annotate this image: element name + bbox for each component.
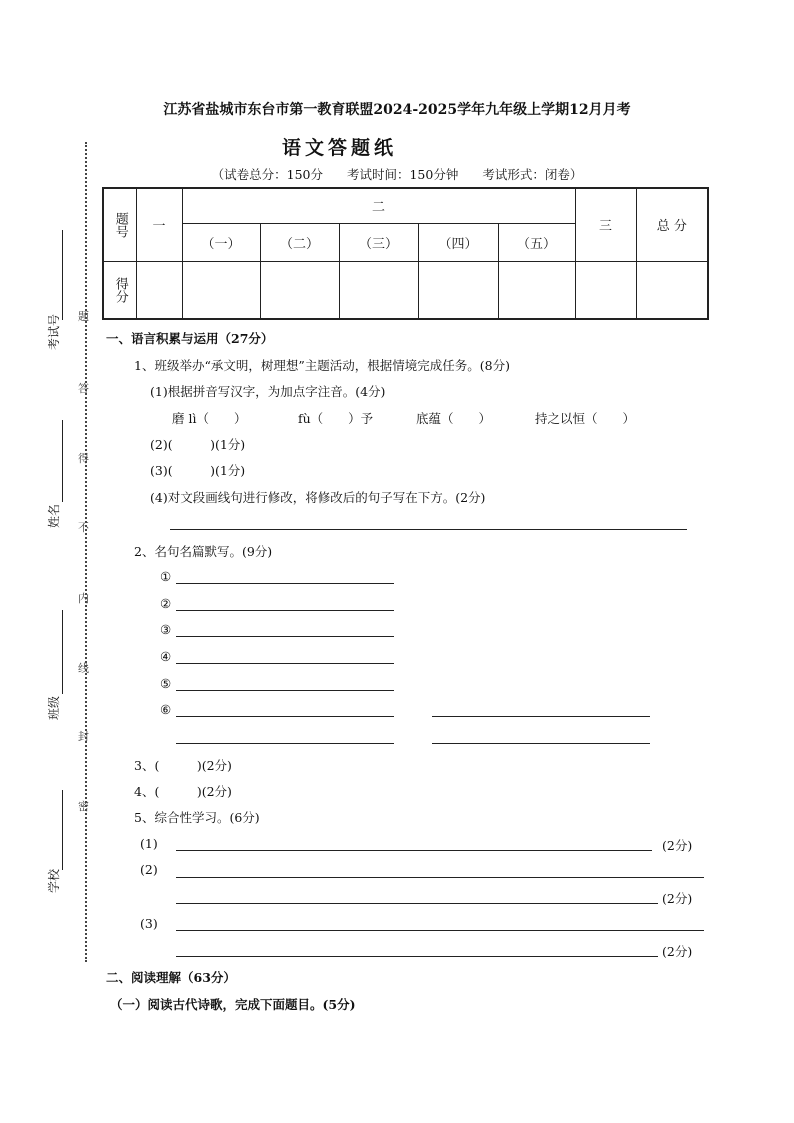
recite-num-5: ⑤ (160, 676, 172, 691)
col-part-2: 二 (182, 188, 575, 223)
q5-label-2: (2) (140, 862, 158, 877)
recite-num-4: ④ (160, 649, 172, 664)
binding-char: 密 (78, 800, 89, 813)
recite-line-6d[interactable] (432, 743, 650, 744)
sub-col-2: （二） (260, 223, 339, 261)
score-cell-2-5[interactable] (498, 261, 575, 319)
recite-num-2: ② (160, 596, 172, 611)
col-total: 总 分 (636, 188, 708, 261)
answer-line-1-4[interactable] (170, 529, 687, 530)
total-score-info: （试卷总分：150分 (211, 167, 323, 182)
binding-char: 线 (78, 662, 89, 675)
recite-line-6a[interactable] (176, 716, 394, 717)
question-number-label: 题号 (103, 188, 136, 261)
q5-line-2a[interactable] (176, 877, 704, 878)
q5-score-1: (2分) (662, 838, 693, 853)
score-cell-total[interactable] (636, 261, 708, 319)
col-part-3: 三 (575, 188, 636, 261)
q5-line-1[interactable] (176, 850, 652, 851)
exam-number-line[interactable] (62, 230, 63, 320)
question-1-4: (4)对文段画线句进行修改，将修改后的句子写在下方。(2分) (150, 490, 486, 505)
class-label: 班级 (47, 695, 61, 720)
recite-line-6c[interactable] (176, 743, 394, 744)
question-3[interactable]: 3、( )(2分) (134, 758, 232, 773)
sub-col-4: （四） (418, 223, 498, 261)
q5-line-3b[interactable] (176, 956, 658, 957)
binding-char: 得 (78, 452, 89, 465)
sub-col-3: （三） (339, 223, 418, 261)
recite-num-1: ① (160, 569, 172, 584)
q5-line-2b[interactable] (176, 903, 658, 904)
binding-char: 答 (78, 382, 89, 395)
question-1: 1、班级举办“承文明，树理想”主题活动，根据情境完成任务。(8分) (134, 358, 510, 373)
score-table (102, 187, 709, 320)
exam-time-info: 考试时间：150分钟 (346, 167, 459, 182)
pinyin-item-2[interactable]: fù（ ）予 (298, 411, 374, 426)
sub-col-1: （一） (182, 223, 260, 261)
score-cell-1[interactable] (136, 261, 182, 319)
binding-char: 题 (78, 310, 89, 323)
exam-title: 江苏省盐城市东台市第一教育联盟2024-2025学年九年级上学期12月月考 (163, 102, 631, 118)
section2-sub1: （一）阅读古代诗歌，完成下面题目。(5分) (110, 997, 356, 1012)
score-cell-3[interactable] (575, 261, 636, 319)
exam-number-label: 考试号 (47, 313, 61, 350)
exam-info (0, 165, 794, 183)
col-part-1: 一 (136, 188, 182, 261)
binding-char: 封 (78, 730, 89, 743)
answer-sheet-subtitle: 语文答题纸 (282, 137, 398, 159)
question-1-1: (1)根据拼音写汉字，为加点字注音。(4分) (150, 384, 386, 399)
score-cell-2-4[interactable] (418, 261, 498, 319)
school-line[interactable] (62, 790, 63, 870)
q5-score-2: (2分) (662, 891, 693, 906)
score-label: 得分 (103, 261, 136, 319)
score-cell-2-3[interactable] (339, 261, 418, 319)
recite-line-4[interactable] (176, 663, 394, 664)
question-1-3[interactable]: (3)( )(1分) (150, 463, 246, 478)
binding-char: 不 (78, 521, 89, 534)
q5-label-3: (3) (140, 916, 158, 931)
pinyin-item-3[interactable]: 底蕴（ ） (416, 411, 492, 426)
recite-line-5[interactable] (176, 690, 394, 691)
q5-label-1: (1) (140, 836, 158, 851)
question-2: 2、名句名篇默写。(9分) (134, 544, 273, 559)
question-5: 5、综合性学习。(6分) (134, 810, 260, 825)
sub-col-5: （五） (498, 223, 575, 261)
q5-line-3a[interactable] (176, 930, 704, 931)
recite-num-6: ⑥ (160, 702, 172, 717)
section1-heading: 一、语言积累与运用（27分） (106, 331, 274, 346)
name-label: 姓名 (47, 503, 61, 528)
recite-line-1[interactable] (176, 583, 394, 584)
recite-line-2[interactable] (176, 610, 394, 611)
score-cell-2-1[interactable] (182, 261, 260, 319)
recite-num-3: ③ (160, 622, 172, 637)
pinyin-item-1[interactable]: 磨 lì（ ） (172, 411, 247, 426)
class-line[interactable] (62, 610, 63, 694)
name-line[interactable] (62, 420, 63, 502)
question-1-2[interactable]: (2)( )(1分) (150, 437, 246, 452)
exam-format-info: 考试形式：闭卷） (482, 167, 583, 182)
binding-char: 内 (78, 592, 89, 605)
q5-score-3: (2分) (662, 944, 693, 959)
section2-heading: 二、阅读理解（63分） (106, 970, 236, 985)
recite-line-6b[interactable] (432, 716, 650, 717)
question-4[interactable]: 4、( )(2分) (134, 784, 232, 799)
recite-line-3[interactable] (176, 636, 394, 637)
school-label: 学校 (47, 868, 61, 893)
binding-dotted-line (85, 142, 87, 962)
pinyin-item-4[interactable]: 持之以恒（ ） (535, 411, 636, 426)
score-cell-2-2[interactable] (260, 261, 339, 319)
